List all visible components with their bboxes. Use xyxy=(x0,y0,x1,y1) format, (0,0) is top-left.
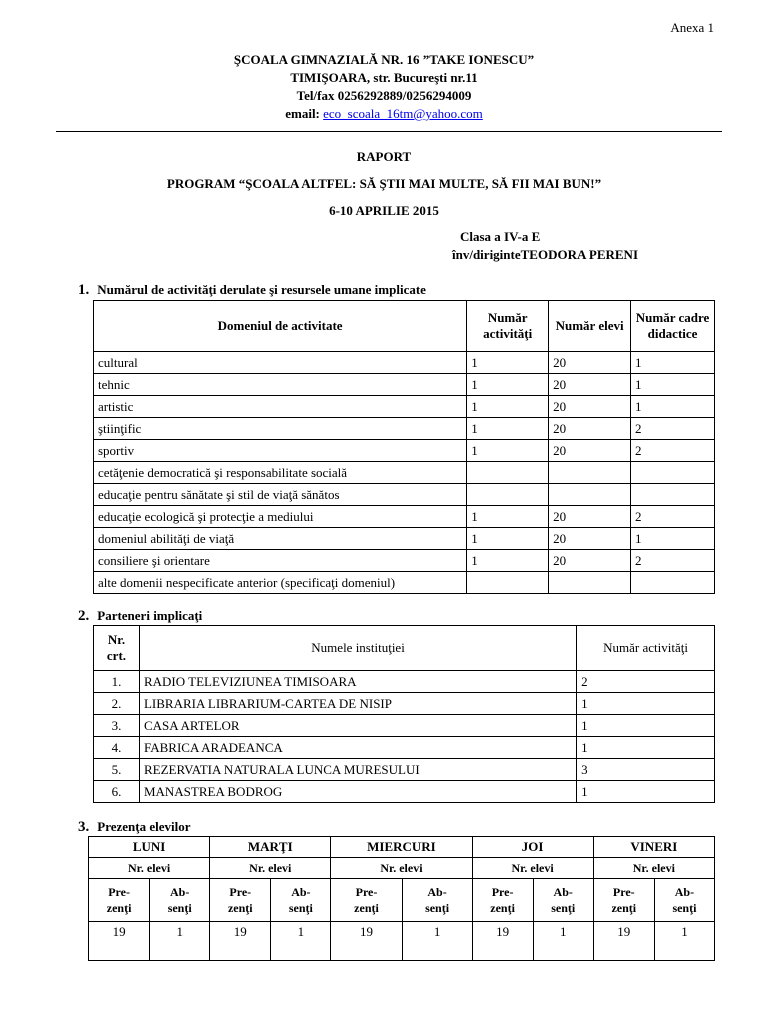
header-students: Număr elevi xyxy=(549,301,631,352)
students-cell: 20 xyxy=(549,374,631,396)
institution-cell: MANASTREA BODROG xyxy=(139,781,576,803)
email-label: email: xyxy=(285,106,320,121)
header-activities: Număr activităţi xyxy=(467,301,549,352)
section3-number: 3. xyxy=(78,819,90,835)
absent-value: 1 xyxy=(533,922,593,961)
present-header: Pre- zenţi xyxy=(331,879,402,922)
students-cell xyxy=(549,572,631,594)
students-cell: 20 xyxy=(549,506,631,528)
partners-row xyxy=(94,737,715,759)
nr-cell: 3. xyxy=(94,715,140,737)
students-cell: 20 xyxy=(549,418,631,440)
header-divider xyxy=(56,131,722,132)
domain-cell: consiliere şi orientare xyxy=(94,550,467,572)
activities-row xyxy=(94,506,715,528)
students-subheader: Nr. elevi xyxy=(593,858,714,879)
domain-cell: artistic xyxy=(94,396,467,418)
present-value: 19 xyxy=(472,922,533,961)
partners-row xyxy=(94,671,715,693)
activities-cell xyxy=(467,484,549,506)
students-cell xyxy=(549,462,631,484)
students-cell: 20 xyxy=(549,440,631,462)
section3-title: Prezenţa elevilor xyxy=(97,819,191,834)
teachers-cell: 1 xyxy=(631,396,715,418)
section1-number: 1. xyxy=(78,282,90,298)
activities-row xyxy=(94,374,715,396)
teachers-cell xyxy=(631,484,715,506)
email-link[interactable]: eco_scoala_16tm@yahoo.com xyxy=(323,106,483,121)
teachers-cell xyxy=(631,462,715,484)
activities-cell: 1 xyxy=(467,440,549,462)
activities-row xyxy=(94,528,715,550)
partners-table xyxy=(93,625,715,803)
partners-header-row xyxy=(94,626,715,671)
teachers-cell: 1 xyxy=(631,528,715,550)
report-teacher: înv/diriginteTEODORA PERENI xyxy=(452,247,638,262)
activities-cell xyxy=(467,462,549,484)
students-cell: 20 xyxy=(549,396,631,418)
domain-cell: domeniul abilităţi de viaţă xyxy=(94,528,467,550)
nr-cell: 5. xyxy=(94,759,140,781)
section2-title: Parteneri implicaţi xyxy=(97,608,203,623)
domain-cell: educaţie pentru sănătate şi stil de viaţă sănătos xyxy=(94,484,467,506)
institution-cell: LIBRARIA LIBRARIUM-CARTEA DE NISIP xyxy=(139,693,576,715)
absent-header: Ab- senţi xyxy=(150,879,210,922)
school-phone: Tel/fax 0256292889/0256294009 xyxy=(296,88,472,103)
absent-header: Ab- senţi xyxy=(533,879,593,922)
activities-row xyxy=(94,572,715,594)
absent-value: 1 xyxy=(271,922,331,961)
activities-cell: 1 xyxy=(467,374,549,396)
header-partner-activities: Număr activităţi xyxy=(577,626,715,671)
nr-cell: 6. xyxy=(94,781,140,803)
activities-header-row xyxy=(94,301,715,352)
attendance-subheader-row xyxy=(89,858,715,879)
absent-header: Ab- senţi xyxy=(402,879,472,922)
partners-row xyxy=(94,759,715,781)
activities-row xyxy=(94,396,715,418)
institution-cell: REZERVATIA NATURALA LUNCA MURESULUI xyxy=(139,759,576,781)
activities-row xyxy=(94,352,715,374)
partners-row xyxy=(94,715,715,737)
domain-cell: ştiinţific xyxy=(94,418,467,440)
report-title: RAPORT xyxy=(356,149,412,164)
report-dates: 6-10 APRILIE 2015 xyxy=(329,203,439,218)
attendance-values-row xyxy=(89,922,715,961)
partner-activities-cell: 1 xyxy=(577,715,715,737)
present-header: Pre- zenţi xyxy=(210,879,271,922)
present-value: 19 xyxy=(210,922,271,961)
teachers-cell: 1 xyxy=(631,352,715,374)
domain-cell: cultural xyxy=(94,352,467,374)
section3-heading xyxy=(78,819,191,836)
day-header: MARŢI xyxy=(210,837,331,858)
activities-cell: 1 xyxy=(467,550,549,572)
day-header: JOI xyxy=(472,837,593,858)
domain-cell: educaţie ecologică şi protecţie a mediului xyxy=(94,506,467,528)
absent-header: Ab- senţi xyxy=(654,879,714,922)
annex-label: Anexa 1 xyxy=(670,20,714,35)
present-value: 19 xyxy=(331,922,402,961)
activities-cell: 1 xyxy=(467,352,549,374)
activities-row xyxy=(94,418,715,440)
present-header: Pre- zenţi xyxy=(593,879,654,922)
students-subheader: Nr. elevi xyxy=(331,858,472,879)
activities-row xyxy=(94,462,715,484)
section1-heading xyxy=(78,282,426,299)
students-cell: 20 xyxy=(549,352,631,374)
institution-cell: FABRICA ARADEANCA xyxy=(139,737,576,759)
partner-activities-cell: 1 xyxy=(577,781,715,803)
school-header xyxy=(0,51,768,123)
present-header: Pre- zenţi xyxy=(89,879,150,922)
teachers-cell: 2 xyxy=(631,550,715,572)
students-subheader: Nr. elevi xyxy=(210,858,331,879)
activities-cell xyxy=(467,572,549,594)
attendance-table xyxy=(88,836,715,961)
institution-cell: RADIO TELEVIZIUNEA TIMISOARA xyxy=(139,671,576,693)
header-teachers: Număr cadre didactice xyxy=(631,301,715,352)
students-subheader: Nr. elevi xyxy=(472,858,593,879)
activities-cell: 1 xyxy=(467,396,549,418)
teachers-cell: 2 xyxy=(631,506,715,528)
report-program: PROGRAM “ŞCOALA ALTFEL: SĂ ŞTII MAI MULTE, SĂ FII MAI BUN!” xyxy=(166,176,602,191)
students-cell: 20 xyxy=(549,528,631,550)
header-institution: Numele instituţiei xyxy=(139,626,576,671)
present-value: 19 xyxy=(89,922,150,961)
nr-cell: 4. xyxy=(94,737,140,759)
partner-activities-cell: 3 xyxy=(577,759,715,781)
partners-row xyxy=(94,693,715,715)
domain-cell: cetăţenie democratică şi responsabilitate socială xyxy=(94,462,467,484)
students-cell xyxy=(549,484,631,506)
attendance-pa-row xyxy=(89,879,715,922)
teachers-cell xyxy=(631,572,715,594)
nr-cell: 2. xyxy=(94,693,140,715)
students-subheader: Nr. elevi xyxy=(89,858,210,879)
partner-activities-cell: 1 xyxy=(577,737,715,759)
activities-row xyxy=(94,550,715,572)
section2-number: 2. xyxy=(78,608,90,624)
domain-cell: sportiv xyxy=(94,440,467,462)
partner-activities-cell: 2 xyxy=(577,671,715,693)
activities-cell: 1 xyxy=(467,418,549,440)
header-domain: Domeniul de activitate xyxy=(94,301,467,352)
activities-row xyxy=(94,484,715,506)
students-cell: 20 xyxy=(549,550,631,572)
institution-cell: CASA ARTELOR xyxy=(139,715,576,737)
day-header: VINERI xyxy=(593,837,714,858)
activities-cell: 1 xyxy=(467,506,549,528)
absent-value: 1 xyxy=(402,922,472,961)
domain-cell: tehnic xyxy=(94,374,467,396)
absent-value: 1 xyxy=(654,922,714,961)
teachers-cell: 2 xyxy=(631,440,715,462)
absent-value: 1 xyxy=(150,922,210,961)
partner-activities-cell: 1 xyxy=(577,693,715,715)
school-name: ŞCOALA GIMNAZIALĂ NR. 16 ”TAKE IONESCU” xyxy=(233,52,535,67)
teachers-cell: 2 xyxy=(631,418,715,440)
section2-heading xyxy=(78,608,202,625)
absent-header: Ab- senţi xyxy=(271,879,331,922)
domain-cell: alte domenii nespecificate anterior (specificaţi domeniul) xyxy=(94,572,467,594)
activities-table xyxy=(93,300,715,594)
section1-title: Numărul de activităţi derulate şi resursele umane implicate xyxy=(97,282,426,297)
report-class: Clasa a IV-a E xyxy=(460,229,541,244)
partners-row xyxy=(94,781,715,803)
activities-cell: 1 xyxy=(467,528,549,550)
attendance-days-row xyxy=(89,837,715,858)
nr-cell: 1. xyxy=(94,671,140,693)
day-header: MIERCURI xyxy=(331,837,472,858)
present-value: 19 xyxy=(593,922,654,961)
header-nr: Nr. crt. xyxy=(94,626,140,671)
school-email-line xyxy=(0,105,768,123)
activities-row xyxy=(94,440,715,462)
school-address: TIMIŞOARA, str. Bucureşti nr.11 xyxy=(290,70,478,85)
teachers-cell: 1 xyxy=(631,374,715,396)
day-header: LUNI xyxy=(89,837,210,858)
present-header: Pre- zenţi xyxy=(472,879,533,922)
